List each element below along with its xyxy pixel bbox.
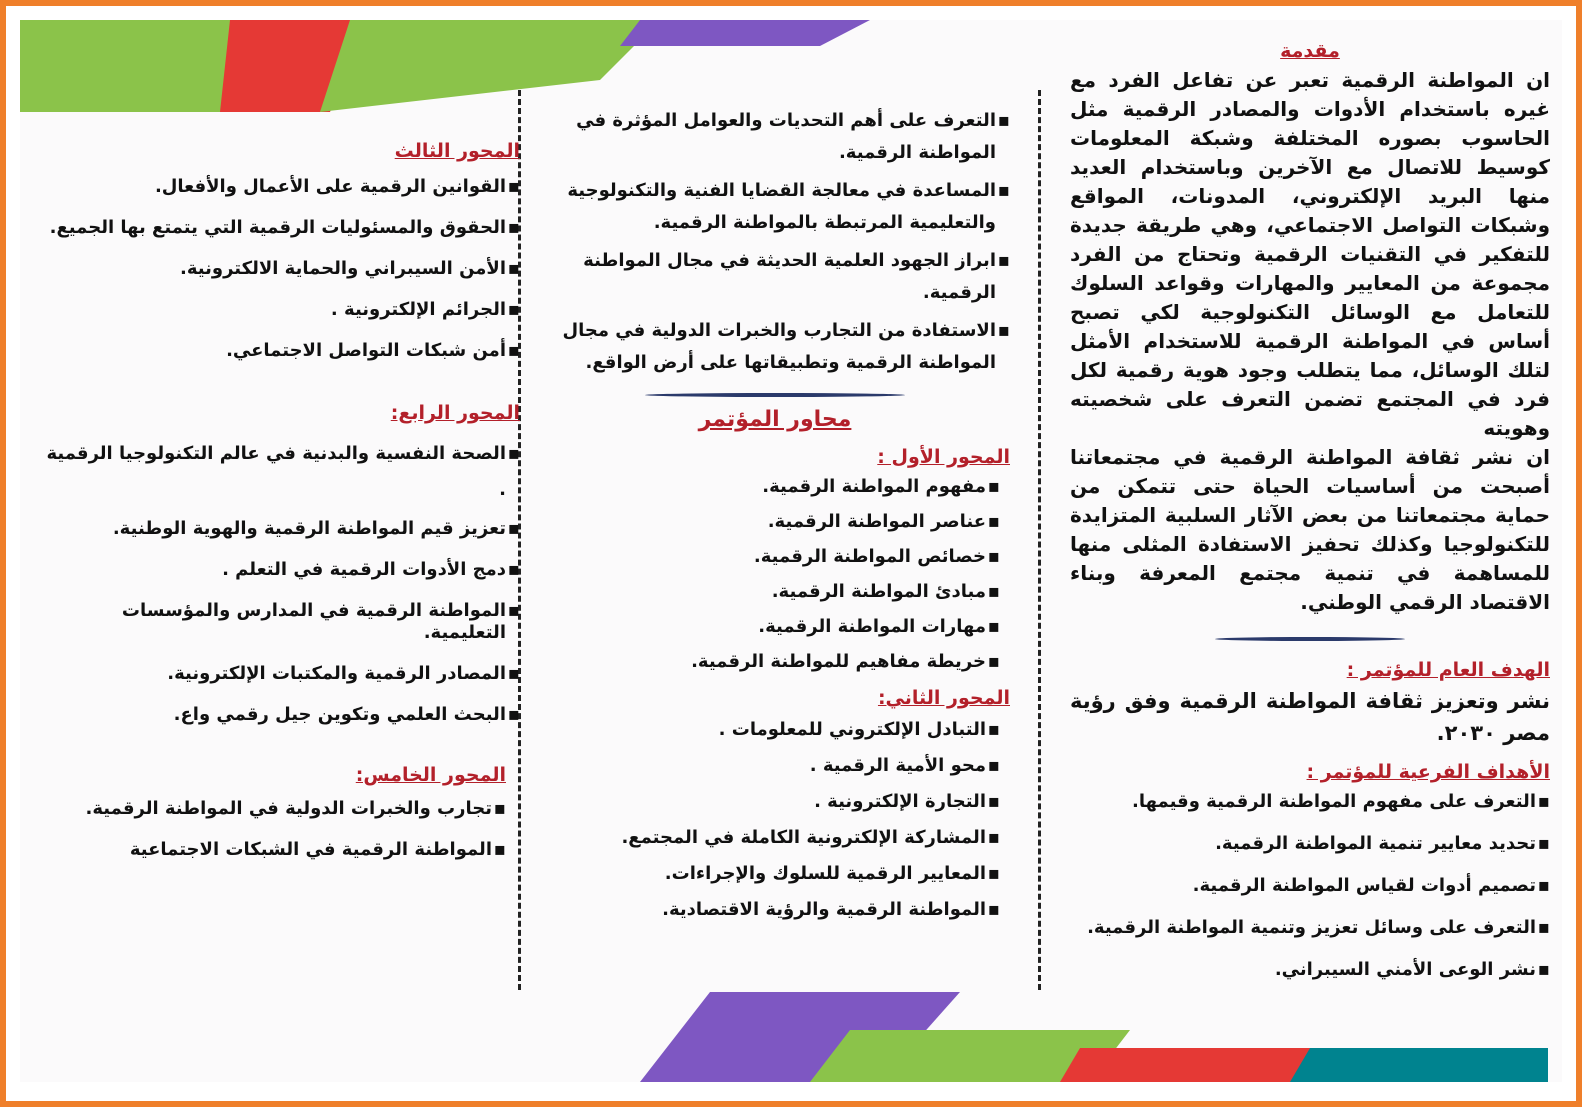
axis-1-item: ▪ خريطة مفاهيم للمواطنة الرقمية. xyxy=(540,651,1000,673)
intro-paragraph-2: ان نشر ثقافة المواطنة الرقمية في مجتمعاتنا أصبحت من أساسيات الحياة حتى تتمكن من حماية مجتمعاتنا من بعض الآثار السلبية المتزايدة للتكنولوجيا وكذلك تحفيز الاستفادة المثلى منها للمساهمة في تنمية مجتمع المعرفة وبناء الاقتصاد الرقمي الوطني. xyxy=(1070,445,1550,614)
intro-paragraph-1: ان المواطنة الرقمية تعبر عن تفاعل الفرد مع غيره باستخدام الأدوات والمصادر الرقمية مثل الحاسوب بصوره المختلفة وشبكة المعلومات كوسيط للاتصال مع الآخرين وباستخدام العديد منها البريد الإلكتروني، المدونات، المواقع وشبكات التواصل الاجتماعي، وهي طريقة جديدة للتفكير في التقنيات الرقمية وتحتاج من الفرد مجموعة من المعايير والمهارات وقواعد السلوك للتعامل مع الوسائل التكنولوجية لكي تصبح أساس في المواطنة الرقمية للاستخدام الأمثل لتلك الوسائل، مما يتطلب وجود هوية رقمية لكل فرد في المجتمع تضمن التعرف على شخصيته وهويته xyxy=(1070,68,1550,440)
sub-goal-item: ▪ تصميم أدوات لقياس المواطنة الرقمية. xyxy=(1070,875,1550,897)
column-axes-continued xyxy=(40,140,520,861)
sub-goal-item: ▪ تحديد معايير تنمية المواطنة الرقمية. xyxy=(1070,833,1550,855)
axis-4-list xyxy=(40,436,520,726)
objective-item: ▪ المساعدة في معالجة القضايا الفنية والتكنولوجية والتعليمية المرتبطة بالمواطنة الرقمية. xyxy=(540,175,1010,239)
sub-goals-list xyxy=(1070,791,1550,981)
axis-2-item: ▪ المشاركة الإلكترونية الكاملة في المجتمع. xyxy=(540,827,1000,849)
dashed-divider-right xyxy=(1038,90,1041,990)
intro-heading: مقدمة xyxy=(1280,40,1340,62)
axis-5-heading: المحور الخامس: xyxy=(355,764,506,786)
sub-goals-heading: الأهداف الفرعية للمؤتمر : xyxy=(1306,761,1550,783)
axis-4-item: ▪ الصحة النفسية والبدنية في عالم التكنولوجيا الرقمية . xyxy=(40,436,520,508)
objective-item: ▪ ابراز الجهود العلمية الحديثة في مجال المواطنة الرقمية. xyxy=(540,245,1010,309)
sub-goal-item: ▪ التعرف على مفهوم المواطنة الرقمية وقيمها. xyxy=(1070,791,1550,813)
general-goal-text: نشر وتعزيز ثقافة المواطنة الرقمية وفق رؤية مصر ٢٠٣٠. xyxy=(1070,689,1550,745)
objective-item: ▪ الاستفادة من التجارب والخبرات الدولية في مجال المواطنة الرقمية وتطبيقاتها على أرض الواقع. xyxy=(540,315,1010,379)
objectives-continued-list xyxy=(540,105,1010,379)
axis-3-item: ▪ الأمن السيبراني والحماية الالكترونية. xyxy=(40,258,520,280)
brochure-page xyxy=(20,20,1562,1082)
axis-4-item: ▪ تعزيز قيم المواطنة الرقمية والهوية الوطنية. xyxy=(40,518,520,540)
axis-4-item: ▪ المصادر الرقمية والمكتبات الإلكترونية. xyxy=(40,663,520,685)
axis-3-item: ▪ أمن شبكات التواصل الاجتماعي. xyxy=(40,340,520,362)
axis-1-item: ▪ مهارات المواطنة الرقمية. xyxy=(540,616,1000,638)
axis-1-item: ▪ عناصر المواطنة الرقمية. xyxy=(540,511,1000,533)
axis-4-heading: المحور الرابع: xyxy=(390,402,520,424)
axis-3-item: ▪ الحقوق والمسئوليات الرقمية التي يتمتع بها الجميع. xyxy=(40,217,520,239)
axis-2-item: ▪ المواطنة الرقمية والرؤية الاقتصادية. xyxy=(540,899,1000,921)
axis-2-item: ▪ المعايير الرقمية للسلوك والإجراءات. xyxy=(540,863,1000,885)
axis-5-item: ▪ المواطنة الرقمية في الشبكات الاجتماعية xyxy=(40,839,506,861)
sub-goal-item: ▪ التعرف على وسائل تعزيز وتنمية المواطنة الرقمية. xyxy=(1070,917,1550,939)
section-swoosh xyxy=(1215,637,1405,641)
axis-3-heading: المحور الثالث xyxy=(394,140,520,162)
axis-1-list xyxy=(540,476,1000,673)
axis-4-item: ▪ دمج الأدوات الرقمية في التعلم . xyxy=(40,559,520,581)
axes-title: محاور المؤتمر xyxy=(698,407,852,432)
axis-5-item: ▪ تجارب والخبرات الدولية في المواطنة الرقمية. xyxy=(40,798,506,820)
sub-goal-item: ▪ نشر الوعى الأمني السيبراني. xyxy=(1070,959,1550,981)
axis-4-item: ▪ البحث العلمي وتكوين جيل رقمي واع. xyxy=(40,704,520,726)
axis-2-heading: المحور الثاني: xyxy=(877,687,1010,709)
axis-1-heading: المحور الأول : xyxy=(877,446,1010,468)
objective-item: ▪ التعرف على أهم التحديات والعوامل المؤثرة في المواطنة الرقمية. xyxy=(540,105,1010,169)
axis-3-item: ▪ القوانين الرقمية على الأعمال والأفعال. xyxy=(40,176,520,198)
axis-1-item: ▪ خصائص المواطنة الرقمية. xyxy=(540,546,1000,568)
axis-2-item: ▪ التبادل الإلكتروني للمعلومات . xyxy=(540,719,1000,741)
axis-4-item: ▪ المواطنة الرقمية في المدارس والمؤسسات التعليمية. xyxy=(40,600,520,644)
general-goal-heading: الهدف العام للمؤتمر : xyxy=(1346,659,1550,681)
axis-2-list xyxy=(540,719,1000,921)
axis-5-list xyxy=(40,798,506,861)
axis-2-item: ▪ التجارة الإلكترونية . xyxy=(540,791,1000,813)
axis-3-item: ▪ الجرائم الإلكترونية . xyxy=(40,299,520,321)
axis-1-item: ▪ مبادئ المواطنة الرقمية. xyxy=(540,581,1000,603)
section-swoosh xyxy=(645,393,905,397)
axis-1-item: ▪ مفهوم المواطنة الرقمية. xyxy=(540,476,1000,498)
column-axes xyxy=(540,105,1010,921)
axis-3-list xyxy=(40,176,520,362)
column-intro xyxy=(1070,40,1550,981)
axis-2-item: ▪ محو الأمية الرقمية . xyxy=(540,755,1000,777)
